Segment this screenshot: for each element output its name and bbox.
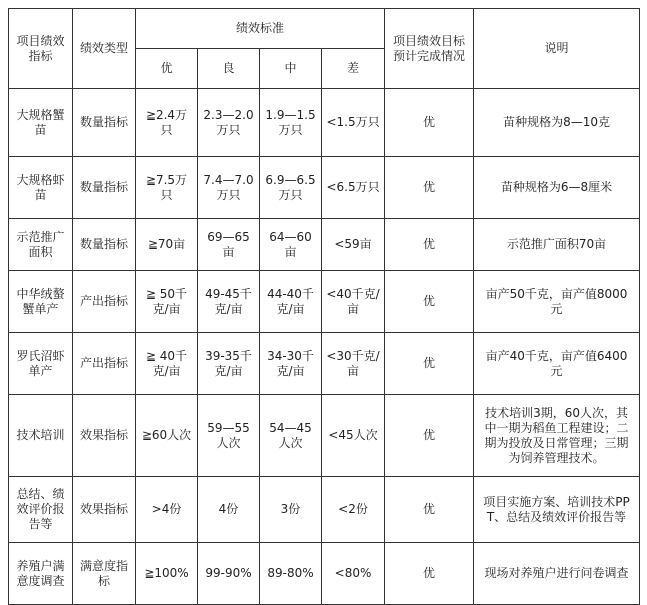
header-description: 说明 <box>474 9 640 89</box>
table-row <box>9 333 640 395</box>
cell-indicator-type: 数量指标 <box>73 89 136 157</box>
cell-note: 苗种规格为6—8厘米 <box>474 157 640 219</box>
cell-indicator-type: 数量指标 <box>73 219 136 271</box>
cell-good: 2.3—2.0万只 <box>198 89 260 157</box>
cell-note: 现场对养殖户进行问卷调查 <box>474 543 640 605</box>
cell-indicator-name: 罗氏沼虾单产 <box>9 333 73 395</box>
table-row <box>9 477 640 543</box>
table-row <box>9 157 640 219</box>
header-poor: 差 <box>322 49 385 89</box>
cell-indicator-name: 中华绒螯蟹单产 <box>9 271 73 333</box>
cell-excellent: ≧ 50千克/亩 <box>136 271 198 333</box>
performance-table <box>8 8 640 605</box>
cell-excellent: ≧2.4万只 <box>136 89 198 157</box>
cell-note: 示范推广面积70亩 <box>474 219 640 271</box>
cell-excellent: ≧7.5万只 <box>136 157 198 219</box>
cell-note: 苗种规格为8—10克 <box>474 89 640 157</box>
cell-poor: <80% <box>322 543 385 605</box>
cell-indicator-name: 大规格蟹苗 <box>9 89 73 157</box>
cell-medium: 34-30千克/亩 <box>260 333 322 395</box>
cell-expected: 优 <box>385 543 474 605</box>
cell-excellent: >4份 <box>136 477 198 543</box>
table-row <box>9 395 640 477</box>
cell-medium: 1.9—1.5万只 <box>260 89 322 157</box>
cell-good: 99-90% <box>198 543 260 605</box>
cell-medium: 6.9—6.5万只 <box>260 157 322 219</box>
cell-poor: <45人次 <box>322 395 385 477</box>
cell-indicator-name: 技术培训 <box>9 395 73 477</box>
header-standard: 绩效标准 <box>136 9 385 49</box>
table-row <box>9 543 640 605</box>
cell-indicator-type: 数量指标 <box>73 157 136 219</box>
cell-excellent: ≧60人次 <box>136 395 198 477</box>
cell-poor: <2份 <box>322 477 385 543</box>
cell-indicator-name: 总结、绩效评价报告等 <box>9 477 73 543</box>
cell-indicator-type: 效果指标 <box>73 395 136 477</box>
cell-excellent: ≧70亩 <box>136 219 198 271</box>
header-project-indicator: 项目绩效指标 <box>9 9 73 89</box>
cell-expected: 优 <box>385 219 474 271</box>
cell-indicator-type: 产出指标 <box>73 271 136 333</box>
cell-poor: <6.5万只 <box>322 157 385 219</box>
header-medium: 中 <box>260 49 322 89</box>
header-good: 良 <box>198 49 260 89</box>
cell-poor: <1.5万只 <box>322 89 385 157</box>
cell-expected: 优 <box>385 89 474 157</box>
cell-expected: 优 <box>385 271 474 333</box>
cell-poor: <40千克/亩 <box>322 271 385 333</box>
cell-indicator-name: 示范推广面积 <box>9 219 73 271</box>
cell-note: 项目实施方案、培训技术PPT、总结及绩效评价报告等 <box>474 477 640 543</box>
header-expected: 项目绩效目标预计完成情况 <box>385 9 474 89</box>
cell-indicator-type: 满意度指标 <box>73 543 136 605</box>
cell-note: 技术培训3期，60人次，其中一期为稻鱼工程建设；二期为投放及日常管理；三期为饲养管理技术。 <box>474 395 640 477</box>
cell-good: 59—55人次 <box>198 395 260 477</box>
cell-good: 4份 <box>198 477 260 543</box>
cell-medium: 44-40千克/亩 <box>260 271 322 333</box>
cell-indicator-name: 大规格虾苗 <box>9 157 73 219</box>
cell-good: 39-35千克/亩 <box>198 333 260 395</box>
cell-note: 亩产40千克，亩产值6400元 <box>474 333 640 395</box>
cell-excellent: ≧100% <box>136 543 198 605</box>
cell-expected: 优 <box>385 333 474 395</box>
cell-good: 69—65亩 <box>198 219 260 271</box>
table-row <box>9 219 640 271</box>
cell-poor: <30千克/亩 <box>322 333 385 395</box>
cell-medium: 64—60亩 <box>260 219 322 271</box>
cell-poor: <59亩 <box>322 219 385 271</box>
cell-good: 49-45千克/亩 <box>198 271 260 333</box>
cell-expected: 优 <box>385 477 474 543</box>
cell-indicator-type: 效果指标 <box>73 477 136 543</box>
cell-good: 7.4—7.0万只 <box>198 157 260 219</box>
table-row <box>9 89 640 157</box>
cell-medium: 3份 <box>260 477 322 543</box>
header-excellent: 优 <box>136 49 198 89</box>
cell-medium: 89-80% <box>260 543 322 605</box>
header-indicator-type: 绩效类型 <box>73 9 136 89</box>
cell-excellent: ≧ 40千克/亩 <box>136 333 198 395</box>
cell-note: 亩产50千克，亩产值8000元 <box>474 271 640 333</box>
cell-indicator-name: 养殖户满意度调查 <box>9 543 73 605</box>
table-row <box>9 271 640 333</box>
cell-medium: 54—45人次 <box>260 395 322 477</box>
header-row-1 <box>9 9 640 49</box>
performance-table-wrapper <box>8 8 640 605</box>
cell-expected: 优 <box>385 157 474 219</box>
cell-expected: 优 <box>385 395 474 477</box>
cell-indicator-type: 产出指标 <box>73 333 136 395</box>
